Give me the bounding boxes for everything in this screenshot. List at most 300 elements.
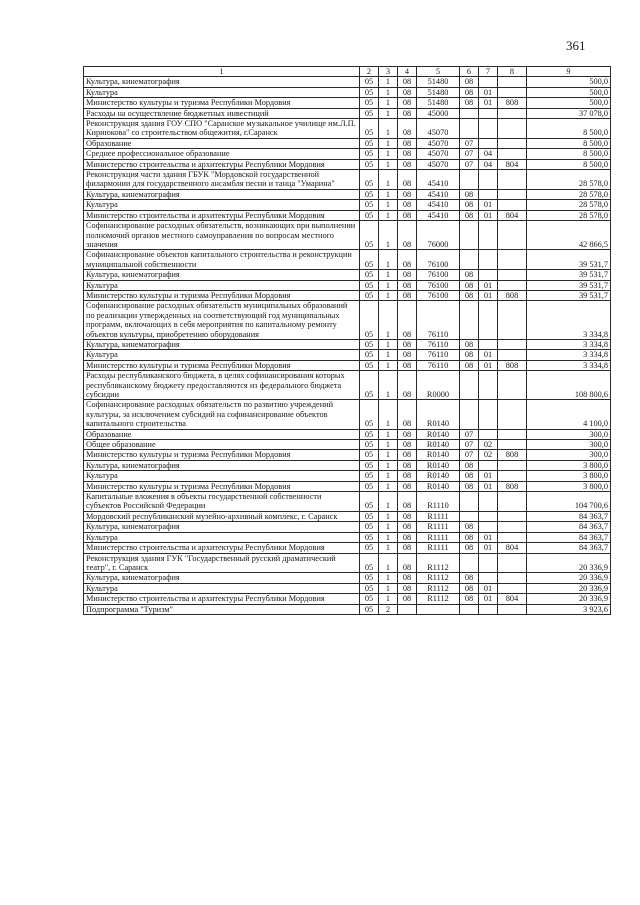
row-amount: 500,0: [527, 77, 611, 87]
col-2-code: 05: [360, 400, 379, 429]
row-amount: 84 363,7: [527, 532, 611, 542]
table-row: [84, 98, 611, 108]
subsection-code: 01: [479, 360, 498, 370]
col-3-code: 1: [379, 159, 398, 169]
section-code: 08: [460, 522, 479, 532]
row-amount: 39 531,7: [527, 290, 611, 300]
row-amount: 8 500,0: [527, 159, 611, 169]
section-code: 07: [460, 149, 479, 159]
col-3-code: 1: [379, 290, 398, 300]
col-2-code: 05: [360, 573, 379, 583]
col-4-code: 08: [398, 350, 417, 360]
target-article-code: R1112: [417, 553, 460, 573]
row-amount: 500,0: [527, 87, 611, 97]
table-header: [84, 67, 611, 77]
row-amount: 39 531,7: [527, 250, 611, 270]
ministry-code: [498, 400, 527, 429]
col-2-code: 05: [360, 481, 379, 491]
col-2-code: 05: [360, 460, 379, 470]
col-4-code: 08: [398, 360, 417, 370]
col-4-code: 08: [398, 189, 417, 199]
target-article-code: R1112: [417, 594, 460, 604]
col-3-code: 1: [379, 350, 398, 360]
target-article-code: 76110: [417, 301, 460, 340]
subsection-code: 01: [479, 87, 498, 97]
target-article-code: 76000: [417, 221, 460, 250]
col-2-code: 05: [360, 210, 379, 220]
col-4-code: 08: [398, 371, 417, 400]
row-amount: 84 363,7: [527, 522, 611, 532]
col-2-code: 05: [360, 429, 379, 439]
col-4-code: 08: [398, 573, 417, 583]
col-2-code: 05: [360, 471, 379, 481]
row-name: Культура, кинематография: [84, 77, 360, 87]
col-3-code: 1: [379, 98, 398, 108]
table-row: [84, 159, 611, 169]
subsection-code: [479, 301, 498, 340]
col-4-code: 08: [398, 170, 417, 190]
row-amount: 500,0: [527, 98, 611, 108]
row-name: Министерство строительства и архитектуры Республики Мордовия: [84, 159, 360, 169]
col-2-code: 05: [360, 138, 379, 148]
section-code: [460, 108, 479, 118]
header-cell: 4: [398, 67, 417, 77]
target-article-code: R0140: [417, 481, 460, 491]
section-code: [460, 371, 479, 400]
col-3-code: 1: [379, 280, 398, 290]
section-code: [460, 511, 479, 521]
col-4-code: 08: [398, 87, 417, 97]
col-3-code: 1: [379, 543, 398, 553]
col-3-code: 1: [379, 460, 398, 470]
table-row: [84, 460, 611, 470]
row-name: Министерство культуры и туризма Республики Мордовия: [84, 360, 360, 370]
target-article-code: R1112: [417, 573, 460, 583]
ministry-code: [498, 301, 527, 340]
row-name: Среднее профессиональное образование: [84, 149, 360, 159]
col-3-code: 1: [379, 440, 398, 450]
col-3-code: 1: [379, 119, 398, 139]
col-2-code: 05: [360, 290, 379, 300]
col-2-code: 05: [360, 87, 379, 97]
col-3-code: 1: [379, 77, 398, 87]
section-code: 08: [460, 460, 479, 470]
section-code: 08: [460, 87, 479, 97]
target-article-code: R1111: [417, 543, 460, 553]
col-2-code: 05: [360, 98, 379, 108]
ministry-code: 804: [498, 159, 527, 169]
col-2-code: 05: [360, 511, 379, 521]
subsection-code: [479, 189, 498, 199]
table-row: [84, 400, 611, 429]
target-article-code: 51480: [417, 98, 460, 108]
row-name: Расходы республиканского бюджета, в целях софинансирования которых республиканскому бюджету предоставляются из федерального бюджета субсидии: [84, 371, 360, 400]
row-amount: 3 923,6: [527, 604, 611, 614]
row-amount: 3 334,8: [527, 301, 611, 340]
col-2-code: 05: [360, 270, 379, 280]
subsection-code: [479, 460, 498, 470]
ministry-code: [498, 553, 527, 573]
table-row: [84, 77, 611, 87]
col-4-code: 08: [398, 400, 417, 429]
col-2-code: 05: [360, 77, 379, 87]
col-4-code: 08: [398, 119, 417, 139]
ministry-code: [498, 532, 527, 542]
table-row: [84, 543, 611, 553]
col-4-code: 08: [398, 280, 417, 290]
table-row: [84, 280, 611, 290]
section-code: 08: [460, 189, 479, 199]
col-4-code: 08: [398, 522, 417, 532]
col-2-code: 05: [360, 594, 379, 604]
row-name: Мордовский республиканский музейно-архивный комплекс, г. Саранск: [84, 511, 360, 521]
target-article-code: R1112: [417, 583, 460, 593]
ministry-code: [498, 350, 527, 360]
col-4-code: 08: [398, 532, 417, 542]
target-article-code: 45070: [417, 119, 460, 139]
subsection-code: [479, 553, 498, 573]
col-3-code: 1: [379, 522, 398, 532]
row-name: Софинансирование расходных обязательств муниципальных образований по реализации утвержденных на соответствующий год муниципальных программ, включающих в себя мероприятия по капитальному ремонту объектов культуры, приобретению оборудования: [84, 301, 360, 340]
subsection-code: [479, 511, 498, 521]
table-row: [84, 481, 611, 491]
col-4-code: [398, 604, 417, 614]
col-3-code: 1: [379, 429, 398, 439]
col-4-code: 08: [398, 159, 417, 169]
table-row: [84, 170, 611, 190]
subsection-code: [479, 119, 498, 139]
table-row: [84, 87, 611, 97]
target-article-code: 76110: [417, 360, 460, 370]
col-4-code: 08: [398, 149, 417, 159]
row-name: Министерство строительства и архитектуры Республики Мордовия: [84, 210, 360, 220]
table-row: [84, 492, 611, 512]
row-name: Министерство культуры и туризма Республики Мордовия: [84, 290, 360, 300]
table-row: [84, 440, 611, 450]
row-amount: 28 578,0: [527, 210, 611, 220]
ministry-code: 808: [498, 450, 527, 460]
table-row: [84, 604, 611, 614]
col-2-code: 05: [360, 280, 379, 290]
col-4-code: 08: [398, 290, 417, 300]
col-3-code: 1: [379, 511, 398, 521]
section-code: [460, 119, 479, 139]
row-name: Культура: [84, 350, 360, 360]
subsection-code: [479, 492, 498, 512]
subsection-code: [479, 138, 498, 148]
row-amount: 8 500,0: [527, 119, 611, 139]
section-code: 08: [460, 339, 479, 349]
target-article-code: R1110: [417, 492, 460, 512]
ministry-code: [498, 429, 527, 439]
row-name: Образование: [84, 138, 360, 148]
section-code: 08: [460, 360, 479, 370]
col-2-code: 05: [360, 583, 379, 593]
row-amount: 20 336,9: [527, 553, 611, 573]
col-3-code: 1: [379, 573, 398, 583]
row-amount: 3 800,0: [527, 460, 611, 470]
row-amount: 20 336,9: [527, 583, 611, 593]
subsection-code: [479, 250, 498, 270]
budget-table-container: [83, 66, 610, 615]
row-amount: 3 334,8: [527, 360, 611, 370]
ministry-code: 808: [498, 360, 527, 370]
table-row: [84, 301, 611, 340]
col-4-code: 08: [398, 301, 417, 340]
col-3-code: 1: [379, 400, 398, 429]
section-code: 08: [460, 471, 479, 481]
target-article-code: 45410: [417, 170, 460, 190]
col-3-code: 1: [379, 210, 398, 220]
ministry-code: 804: [498, 594, 527, 604]
ministry-code: [498, 87, 527, 97]
col-4-code: 08: [398, 511, 417, 521]
row-name: Реконструкция здания ГУК "Государственный русский драматический театр", г. Саранск: [84, 553, 360, 573]
col-4-code: 08: [398, 210, 417, 220]
subsection-code: 04: [479, 149, 498, 159]
col-3-code: 1: [379, 339, 398, 349]
ministry-code: [498, 77, 527, 87]
col-4-code: 08: [398, 270, 417, 280]
row-name: Культура, кинематография: [84, 460, 360, 470]
row-name: Культура, кинематография: [84, 339, 360, 349]
budget-table: [83, 66, 611, 615]
col-3-code: 1: [379, 87, 398, 97]
header-cell: 9: [527, 67, 611, 77]
table-row: [84, 189, 611, 199]
header-row: [84, 67, 611, 77]
table-row: [84, 583, 611, 593]
table-row: [84, 210, 611, 220]
col-2-code: 05: [360, 360, 379, 370]
col-2-code: 05: [360, 189, 379, 199]
row-name: Культура: [84, 471, 360, 481]
section-code: 08: [460, 543, 479, 553]
ministry-code: [498, 221, 527, 250]
row-amount: 20 336,9: [527, 573, 611, 583]
row-amount: 300,0: [527, 429, 611, 439]
subsection-code: 02: [479, 450, 498, 460]
target-article-code: 76100: [417, 270, 460, 280]
row-name: Министерство культуры и туризма Республики Мордовия: [84, 450, 360, 460]
ministry-code: [498, 189, 527, 199]
row-name: Министерство строительства и архитектуры Республики Мордовия: [84, 594, 360, 604]
col-2-code: 05: [360, 159, 379, 169]
table-row: [84, 270, 611, 280]
col-4-code: 08: [398, 200, 417, 210]
row-name: Культура, кинематография: [84, 189, 360, 199]
row-amount: 108 800,6: [527, 371, 611, 400]
row-amount: 8 500,0: [527, 149, 611, 159]
row-name: Капитальные вложения в объекты государственной собственности субъектов Российской Федерации: [84, 492, 360, 512]
col-2-code: 05: [360, 371, 379, 400]
row-amount: 20 336,9: [527, 594, 611, 604]
table-row: [84, 149, 611, 159]
subsection-code: [479, 522, 498, 532]
col-2-code: 05: [360, 450, 379, 460]
subsection-code: 02: [479, 440, 498, 450]
header-cell: 5: [417, 67, 460, 77]
ministry-code: [498, 170, 527, 190]
subsection-code: [479, 371, 498, 400]
target-article-code: 76110: [417, 350, 460, 360]
row-amount: 3 800,0: [527, 471, 611, 481]
row-amount: 8 500,0: [527, 138, 611, 148]
subsection-code: 01: [479, 210, 498, 220]
table-body: [84, 77, 611, 615]
col-3-code: 1: [379, 583, 398, 593]
target-article-code: R1111: [417, 511, 460, 521]
row-name: Культура, кинематография: [84, 522, 360, 532]
header-cell: 6: [460, 67, 479, 77]
section-code: [460, 250, 479, 270]
col-4-code: 08: [398, 440, 417, 450]
ministry-code: [498, 138, 527, 148]
col-2-code: 05: [360, 108, 379, 118]
ministry-code: [498, 471, 527, 481]
col-4-code: 08: [398, 339, 417, 349]
col-2-code: 05: [360, 350, 379, 360]
row-amount: 4 100,0: [527, 400, 611, 429]
section-code: 08: [460, 573, 479, 583]
col-4-code: 08: [398, 543, 417, 553]
row-amount: 39 531,7: [527, 270, 611, 280]
target-article-code: R0140: [417, 471, 460, 481]
row-amount: 42 866,5: [527, 221, 611, 250]
target-article-code: 76100: [417, 290, 460, 300]
subsection-code: [479, 400, 498, 429]
subsection-code: [479, 339, 498, 349]
subsection-code: 01: [479, 200, 498, 210]
target-article-code: 45000: [417, 108, 460, 118]
row-name: Общее образование: [84, 440, 360, 450]
section-code: 08: [460, 481, 479, 491]
ministry-code: [498, 149, 527, 159]
table-row: [84, 594, 611, 604]
ministry-code: [498, 270, 527, 280]
col-2-code: 05: [360, 604, 379, 614]
header-cell: 2: [360, 67, 379, 77]
col-4-code: 08: [398, 492, 417, 512]
target-article-code: R0140: [417, 429, 460, 439]
table-row: [84, 511, 611, 521]
ministry-code: 808: [498, 290, 527, 300]
col-3-code: 1: [379, 301, 398, 340]
row-name: Культура: [84, 583, 360, 593]
target-article-code: 51480: [417, 87, 460, 97]
table-row: [84, 471, 611, 481]
section-code: [460, 492, 479, 512]
ministry-code: 808: [498, 481, 527, 491]
row-amount: 37 078,0: [527, 108, 611, 118]
target-article-code: 45070: [417, 138, 460, 148]
section-code: [460, 553, 479, 573]
header-cell: 1: [84, 67, 360, 77]
row-amount: 3 334,8: [527, 339, 611, 349]
row-name: Реконструкция здания ГОУ СПО "Саранское музыкальное училище им.Л.П. Кириюкова" со строительством общежития, г.Саранск: [84, 119, 360, 139]
section-code: 08: [460, 210, 479, 220]
col-4-code: 08: [398, 98, 417, 108]
target-article-code: R0140: [417, 440, 460, 450]
subsection-code: [479, 221, 498, 250]
target-article-code: 45410: [417, 210, 460, 220]
ministry-code: [498, 460, 527, 470]
table-row: [84, 108, 611, 118]
target-article-code: R0140: [417, 460, 460, 470]
target-article-code: 51480: [417, 77, 460, 87]
table-row: [84, 350, 611, 360]
page-number: 361: [566, 38, 586, 53]
section-code: 08: [460, 200, 479, 210]
ministry-code: [498, 339, 527, 349]
row-amount: 28 578,0: [527, 200, 611, 210]
ministry-code: [498, 511, 527, 521]
col-3-code: 1: [379, 270, 398, 280]
row-name: Софинансирование объектов капитального строительства и реконструкции муниципальной собственности: [84, 250, 360, 270]
table-row: [84, 339, 611, 349]
row-name: Софинансирование расходных обязательств, возникающих при выполнении полномочий органов местного самоуправления по вопросам местного значения: [84, 221, 360, 250]
table-row: [84, 360, 611, 370]
row-amount: 300,0: [527, 450, 611, 460]
ministry-code: 804: [498, 210, 527, 220]
row-name: Образование: [84, 429, 360, 439]
col-3-code: 1: [379, 149, 398, 159]
subsection-code: [479, 77, 498, 87]
target-article-code: 45070: [417, 149, 460, 159]
col-4-code: 08: [398, 108, 417, 118]
row-name: Подпрограмма "Туризм": [84, 604, 360, 614]
section-code: 08: [460, 77, 479, 87]
subsection-code: [479, 170, 498, 190]
target-article-code: R0140: [417, 400, 460, 429]
col-2-code: 05: [360, 170, 379, 190]
col-4-code: 08: [398, 250, 417, 270]
subsection-code: 01: [479, 543, 498, 553]
table-row: [84, 429, 611, 439]
col-2-code: 05: [360, 119, 379, 139]
subsection-code: 01: [479, 350, 498, 360]
table-row: [84, 553, 611, 573]
ministry-code: [498, 119, 527, 139]
row-amount: 3 334,8: [527, 350, 611, 360]
row-name: Министерство культуры и туризма Республики Мордовия: [84, 481, 360, 491]
col-3-code: 1: [379, 471, 398, 481]
col-2-code: 05: [360, 553, 379, 573]
row-amount: 28 578,0: [527, 189, 611, 199]
row-amount: 84 363,7: [527, 511, 611, 521]
subsection-code: [479, 573, 498, 583]
col-3-code: 1: [379, 371, 398, 400]
target-article-code: 45070: [417, 159, 460, 169]
section-code: 07: [460, 429, 479, 439]
target-article-code: R1111: [417, 522, 460, 532]
row-name: Софинансирование расходных обязательств по развитию учреждений культуры, за исключением субсидий на софинансирование объектов капитального строительства: [84, 400, 360, 429]
section-code: 08: [460, 290, 479, 300]
row-name: Культура, кинематография: [84, 573, 360, 583]
subsection-code: 01: [479, 594, 498, 604]
section-code: 08: [460, 270, 479, 280]
col-4-code: 08: [398, 594, 417, 604]
section-code: [460, 604, 479, 614]
section-code: 08: [460, 532, 479, 542]
col-3-code: 1: [379, 450, 398, 460]
subsection-code: [479, 429, 498, 439]
col-3-code: 1: [379, 108, 398, 118]
col-3-code: 1: [379, 221, 398, 250]
table-row: [84, 450, 611, 460]
header-cell: 3: [379, 67, 398, 77]
row-name: Культура: [84, 87, 360, 97]
